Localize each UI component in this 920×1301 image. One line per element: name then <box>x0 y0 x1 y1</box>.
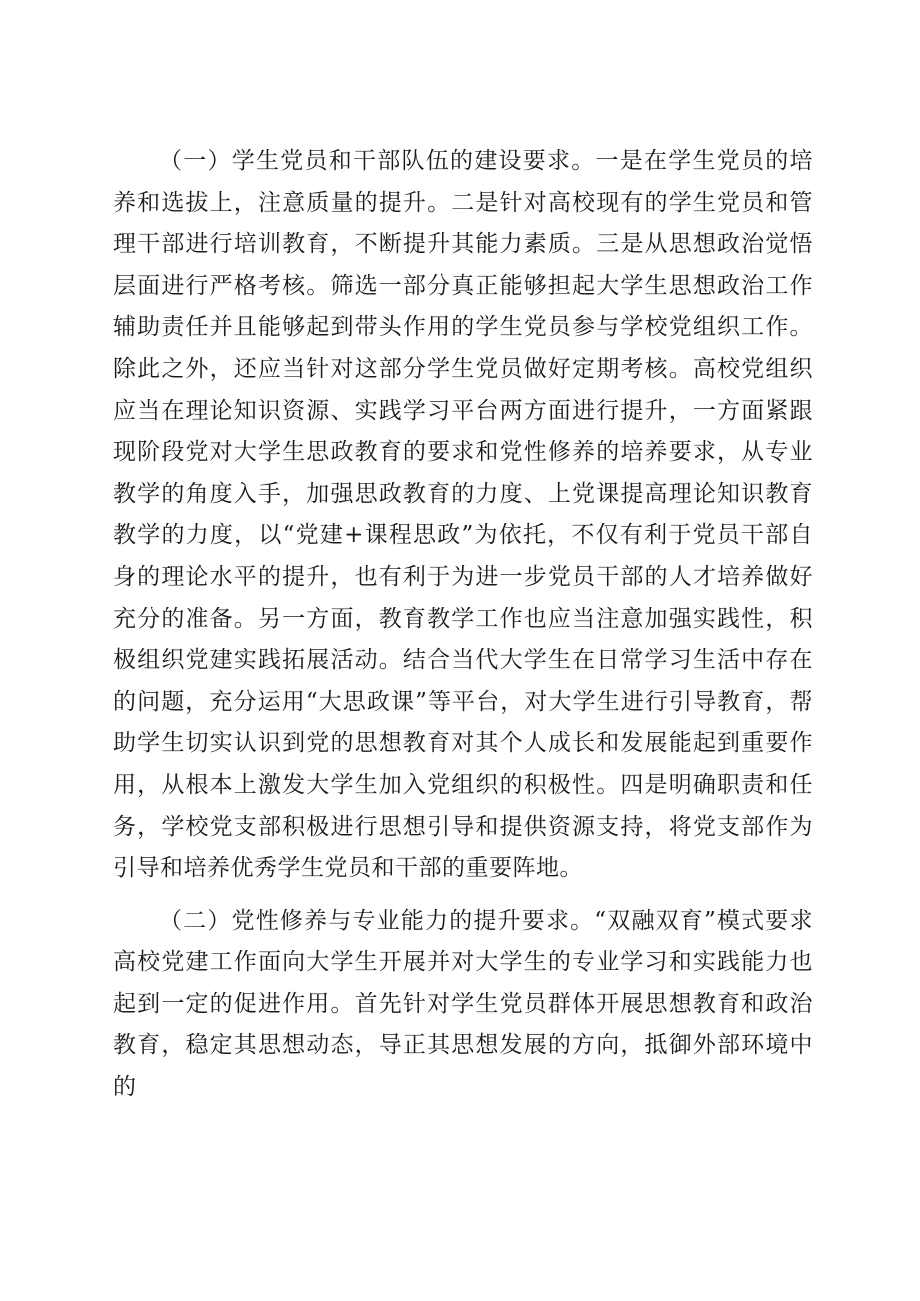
paragraph-student-party-members: （一）学生党员和干部队伍的建设要求。一是在学生党员的培养和选拔上，注意质量的提升。二是针对高校现有的学生党员和管理干部进行培训教育，不断提升其能力素质。三是从思想政治觉悟层面进行严格考核。筛选一部分真正能够担起大学生思想政治工作辅助责任并且能够起到带头作用的学生党员参与学校党组织工作。除此之外，还应当针对这部分学生党员做好定期考核。高校党组织应当在理论知识资源、实践学习平台两方面进行提升，一方面紧跟现阶段党对大学生思政教育的要求和党性修养的培养要求，从专业教学的角度入手，加强思政教育的力度、上党课提高理论知识教育教学的力度，以“党建+课程思政”为依托，不仅有利于党员干部自身的理论水平的提升，也有利于为进一步党员干部的人才培养做好充分的准备。另一方面，教育教学工作也应当注意加强实践性，积极组织党建实践拓展活动。结合当代大学生在日常学习生活中存在的问题，充分运用“大思政课”等平台，对大学生进行引导教育，帮助学生切实认识到党的思想教育对其个人成长和发展能起到重要作用，从根本上激发大学生加入党组织的积极性。四是明确职责和任务，学校党支部积极进行思想引导和提供资源支持，将党支部作为引导和培养优秀学生党员和干部的重要阵地。 <box>113 148 813 882</box>
paragraph-party-spirit-cultivation: （二）党性修养与专业能力的提升要求。“双融双育”模式要求高校党建工作面向大学生开展并对大学生的专业学习和实践能力也起到一定的促进作用。首先针对学生党员群体开展思想教育和政治教育，稳定其思想动态，导正其思想发展的方向，抵御外部环境中的 <box>113 907 813 1101</box>
document-body <box>113 141 813 1120</box>
